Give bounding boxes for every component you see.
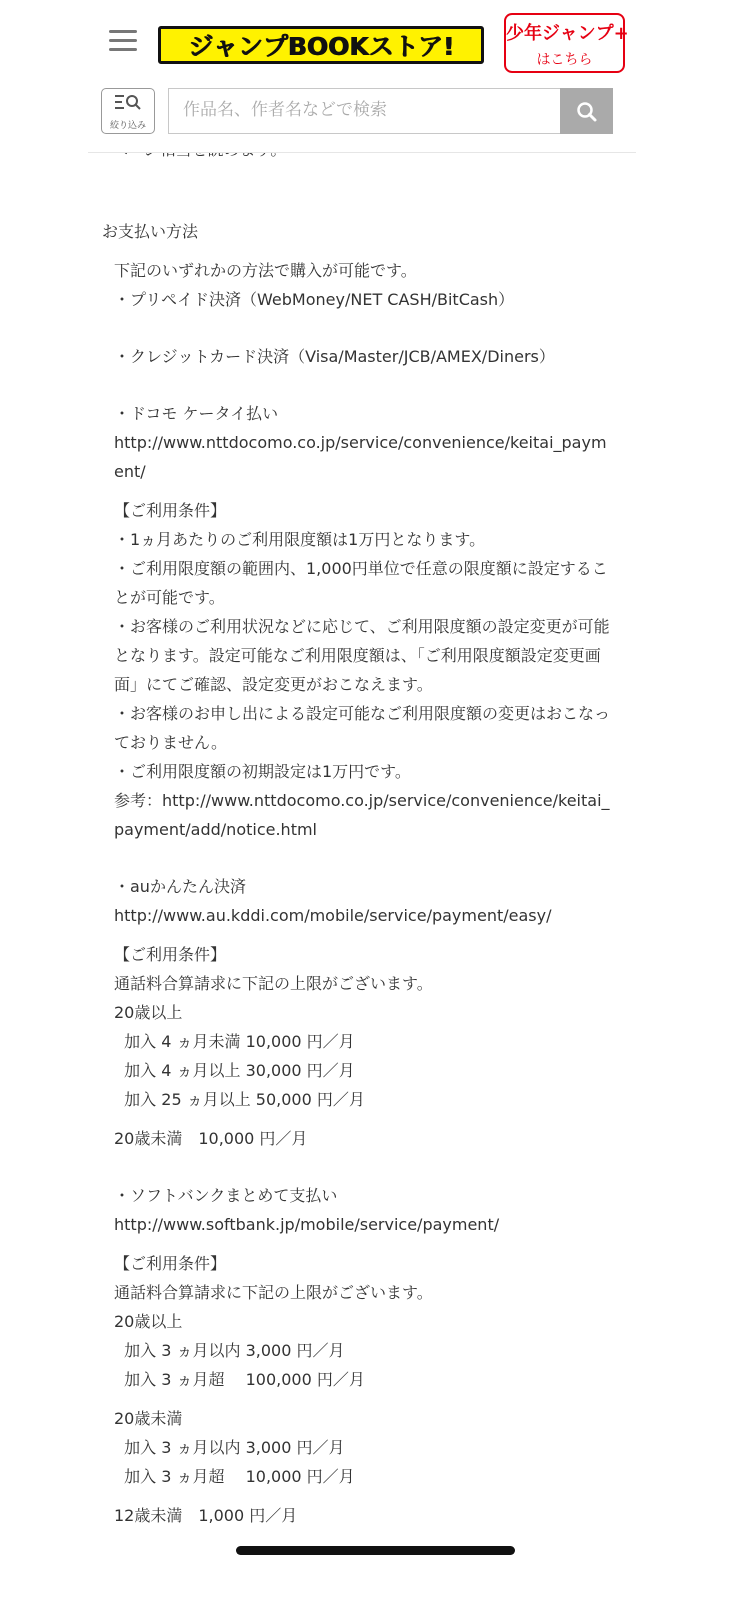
- content-line: 20歳以上: [114, 1312, 183, 1331]
- content-line: ・ご利用限度額の範囲内、1,000円単位で任意の限度額に設定することが可能です。: [114, 559, 608, 607]
- filter-icon: [102, 93, 154, 118]
- filter-label: 絞り込み: [109, 121, 146, 131]
- content-line: 20歳未満 10,000 円／月: [114, 1129, 308, 1148]
- content-line: 20歳未満: [114, 1409, 183, 1428]
- search-box: [168, 88, 561, 134]
- content-line: 通話料合算請求に下記の上限がございます。: [114, 1283, 433, 1302]
- blank-line: [114, 314, 614, 342]
- section-title-payment: お支払い方法: [102, 222, 199, 241]
- content-link-line[interactable]: 参考：http://www.nttdocomo.co.jp/service/convenience/keitai_payment/add/notice.html: [114, 791, 610, 839]
- content-link-line[interactable]: http://www.nttdocomo.co.jp/service/convenience/keitai_payment/: [114, 433, 607, 481]
- content-line: ・お客様のご利用状況などに応じて、ご利用限度額の設定変更が可能となります。設定可能なご利用限度額は、「ご利用限度額設定変更画面」にてご確認、設定変更がおこなえます。: [114, 617, 610, 694]
- content-line: ・auかんたん決済: [114, 877, 246, 896]
- content-line: 【ご利用条件】: [114, 501, 227, 520]
- content-line: ・ソフトバンクまとめて支払い: [114, 1186, 338, 1205]
- filter-button[interactable]: [101, 88, 155, 134]
- blank-line: [114, 844, 614, 872]
- content-line: 加入 4 ヵ月以上 30,000 円／月: [114, 1061, 355, 1080]
- header: [88, 0, 636, 153]
- store-logo-text: ジャンプBOOKストア!: [187, 32, 455, 61]
- small-gap: [114, 930, 614, 940]
- content-line: 【ご利用条件】: [114, 945, 227, 964]
- search-button[interactable]: [560, 88, 613, 134]
- blank-line: [114, 1153, 614, 1181]
- payment-content: [114, 256, 614, 1530]
- content-line: 20歳以上: [114, 1003, 183, 1022]
- content-line: 下記のいずれかの方法で購入が可能です。: [114, 261, 417, 280]
- small-gap: [114, 1239, 614, 1249]
- content-line: 【ご利用条件】: [114, 1254, 227, 1273]
- content-line: ・ご利用限度額の初期設定は1万円です。: [114, 762, 411, 781]
- page: [88, 0, 636, 1600]
- jump-plus-logo-text: 少年ジャンプ+: [506, 23, 629, 44]
- content-line: ・1ヵ月あたりのご利用限度額は1万円となります。: [114, 530, 486, 549]
- store-logo[interactable]: [158, 26, 484, 64]
- content-line: 加入 3 ヵ月以内 3,000 円／月: [114, 1341, 345, 1360]
- content-line: 加入 25 ヵ月以上 50,000 円／月: [114, 1090, 365, 1109]
- content-line: 加入 3 ヵ月超 10,000 円／月: [114, 1467, 355, 1486]
- content-line: 12歳未満 1,000 円／月: [114, 1506, 298, 1525]
- content-link-line[interactable]: http://www.au.kddi.com/mobile/service/payment/easy/: [114, 906, 552, 925]
- content-line: ・ドコモ ケータイ払い: [114, 404, 279, 423]
- content-line: 通話料合算請求に下記の上限がございます。: [114, 974, 433, 993]
- search-input[interactable]: [169, 89, 543, 131]
- small-gap: [114, 1114, 614, 1124]
- content-line: ・お客様のお申し出による設定可能なご利用限度額の変更はおこなっておりません。: [114, 704, 611, 752]
- content-line: 加入 3 ヵ月以内 3,000 円／月: [114, 1438, 345, 1457]
- menu-icon[interactable]: [109, 30, 137, 52]
- home-indicator: [236, 1546, 515, 1555]
- content-line: ・プリペイド決済（WebMoney/NET CASH/BitCash）: [114, 290, 515, 309]
- content-line: 加入 4 ヵ月未満 10,000 円／月: [114, 1032, 355, 1051]
- content-line: 加入 3 ヵ月超 100,000 円／月: [114, 1370, 365, 1389]
- content-link-line[interactable]: http://www.softbank.jp/mobile/service/payment/: [114, 1215, 500, 1234]
- small-gap: [114, 1394, 614, 1404]
- small-gap: [114, 486, 614, 496]
- small-gap: [114, 1491, 614, 1501]
- jump-plus-link[interactable]: [504, 13, 629, 73]
- blank-line: [114, 371, 614, 399]
- search-icon: [576, 101, 598, 123]
- content-line: ・クレジットカード決済（Visa/Master/JCB/AMEX/Diners）: [114, 347, 555, 366]
- jump-plus-link-label: はこちら: [536, 52, 593, 68]
